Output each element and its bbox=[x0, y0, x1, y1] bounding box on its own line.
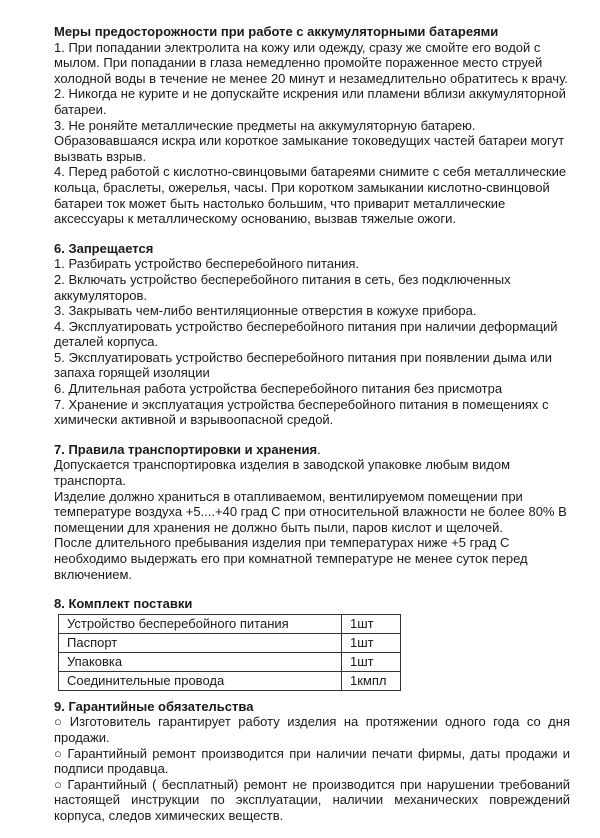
warranty-section bbox=[54, 699, 570, 824]
warranty-item bbox=[54, 714, 570, 745]
prohibited-item: 6. Длительная работа устройства бесперебойного питания без присмотра bbox=[54, 381, 503, 397]
kit-item-qty: 1шт bbox=[342, 652, 401, 671]
kit-item-name: Соединительные провода bbox=[59, 671, 342, 690]
precautions-title: Меры предосторожности при работе с аккумуляторными батареями bbox=[54, 24, 499, 39]
warranty-item bbox=[54, 777, 570, 824]
prohibited-item: 4. Эксплуатировать устройство бесперебойного питания при наличии деформаций деталей корпуса. bbox=[54, 318, 558, 350]
kit-item-name: Устройство бесперебойного питания bbox=[59, 614, 342, 633]
transport-section bbox=[54, 442, 570, 582]
bullet-circle-icon: ○ bbox=[54, 745, 64, 761]
bullet-circle-icon: ○ bbox=[54, 776, 64, 792]
precautions-section bbox=[54, 24, 570, 227]
spacer bbox=[54, 582, 570, 596]
spacer bbox=[54, 428, 570, 442]
kit-item-name: Паспорт bbox=[59, 633, 342, 652]
precaution-item: 3. Не роняйте металлические предметы на аккумуляторную батарею. Образовавшаяся искра или короткое замыкание токоведущих частей батареи могут вызвать взрыв. bbox=[54, 117, 565, 164]
kit-table bbox=[58, 614, 401, 691]
prohibited-title: 6. Запрещается bbox=[54, 240, 154, 256]
table-row bbox=[59, 671, 401, 690]
table-row bbox=[59, 614, 401, 633]
spacer bbox=[54, 227, 570, 241]
precaution-item: 1. При попадании электролита на кожу или одежду, сразу же смойте его водой с мылом. При попадании в глаза немедленно промойте пораженное место струей холодной воды в течение не менее 20 минут и незамедлительно обратитесь к врачу. bbox=[54, 39, 568, 86]
prohibited-item: 5. Эксплуатировать устройство бесперебойного питания при появлении дыма или запаха горящей изоляции bbox=[54, 349, 553, 381]
transport-title: 7. Правила транспортировки и хранения bbox=[54, 441, 318, 457]
kit-item-name: Упаковка bbox=[59, 652, 342, 671]
precaution-item: 2. Никогда не курите и не допускайте искрения или пламени вблизи аккумуляторной батареи. bbox=[54, 86, 566, 117]
warranty-title: 9. Гарантийные обязательства bbox=[54, 698, 254, 714]
warranty-item bbox=[54, 746, 570, 777]
bullet-circle-icon: ○ bbox=[54, 714, 66, 730]
transport-item: После длительного пребывания изделия при температурах ниже +5 град С необходимо выдержать его при комнатной температуре не менее суток перед включением. bbox=[54, 535, 528, 582]
kit-item-qty: 1кмпл bbox=[342, 671, 401, 690]
kit-item-qty: 1шт bbox=[342, 614, 401, 633]
prohibited-item: 1. Разбирать устройство бесперебойного питания. bbox=[54, 256, 360, 272]
prohibited-item: 2. Включать устройство бесперебойного питания в сеть, без подключенных аккумуляторов. bbox=[54, 271, 511, 303]
precaution-item: 4. Перед работой с кислотно-свинцовыми батареями снимите с себя металлические кольца, браслеты, ожерелья, часы. При коротком замыкании кислотно-свинцовой батареи ток может быть настолько большим, что приварит металлические аксессуары к металлическому основанию, вызвав тяжелые ожоги. bbox=[54, 164, 567, 227]
transport-title-suffix: . bbox=[317, 441, 321, 457]
table-row bbox=[59, 633, 401, 652]
kit-item-qty: 1шт bbox=[342, 633, 401, 652]
warranty-item-text: Изготовитель гарантирует работу изделия на протяжении одного года со дня продажи. bbox=[54, 714, 570, 745]
kit-title: 8. Комплект поставки bbox=[54, 596, 193, 612]
kit-section bbox=[54, 596, 570, 691]
warranty-item-text: Гарантийный ремонт производится при наличии печати фирмы, даты продажи и подписи продавца. bbox=[54, 745, 571, 777]
table-row bbox=[59, 652, 401, 671]
transport-item: Допускается транспортировка изделия в заводской упаковке любым видом транспорта. bbox=[54, 457, 511, 489]
prohibited-section bbox=[54, 241, 570, 428]
prohibited-item: 3. Закрывать чем-либо вентиляционные отверстия в кожухе прибора. bbox=[54, 303, 477, 319]
transport-item: Изделие должно храниться в отапливаемом, вентилируемом помещении при температуре воздуха +5....+40 град С при относительной влажности не более 80% В помещении для хранения не должно быть пыли, паров кислот и щелочей. bbox=[54, 488, 567, 535]
warranty-item-text: Гарантийный ( бесплатный) ремонт не производится при нарушении требований настоящей инструкции по эксплуатации, наличии механических повреждений корпуса, следов химических веществ. bbox=[54, 776, 570, 823]
prohibited-item: 7. Хранение и эксплуатация устройства бесперебойного питания в помещениях с химически активной и взрывоопасной средой. bbox=[54, 396, 549, 428]
transport-title-line bbox=[54, 442, 570, 458]
